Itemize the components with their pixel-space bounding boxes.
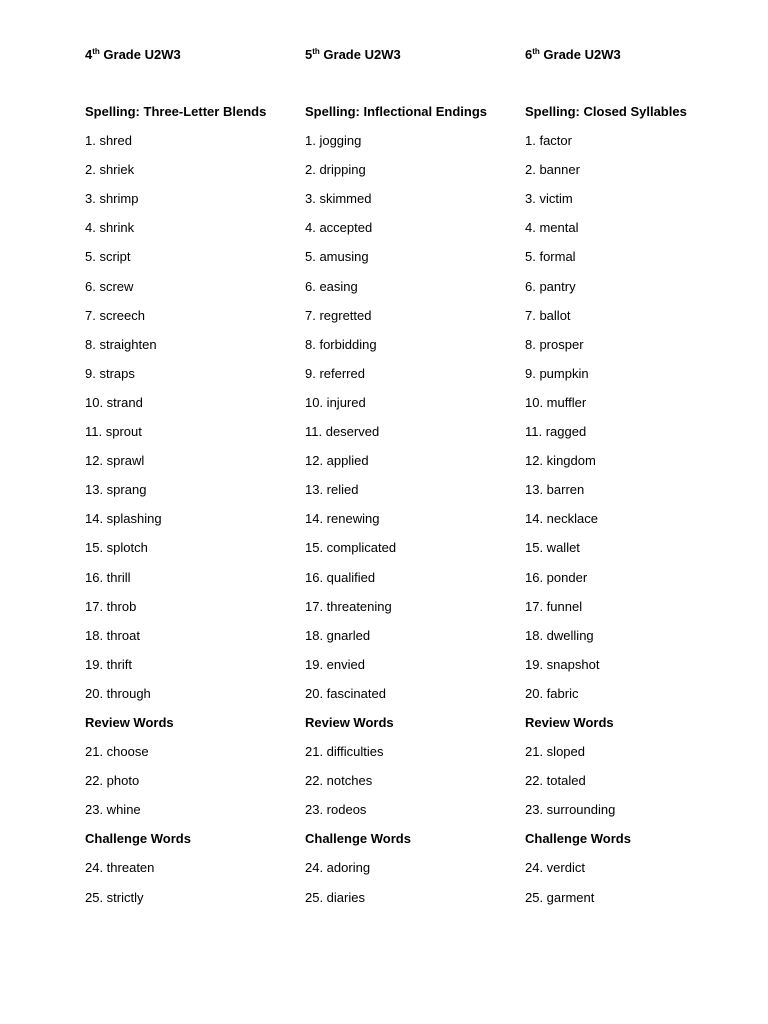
grade-number: 5 xyxy=(305,47,313,62)
spelling-word: 8. straighten xyxy=(85,336,157,352)
spelling-word: 10. strand xyxy=(85,394,143,410)
spelling-word: 6. screw xyxy=(85,278,134,294)
spelling-word: 9. pumpkin xyxy=(525,365,589,381)
spelling-word: 10. muffler xyxy=(525,394,587,410)
spelling-word: 8. forbidding xyxy=(305,336,377,352)
spelling-word: 3. victim xyxy=(525,191,573,207)
grade-5-word-list xyxy=(305,104,515,919)
spelling-word: 11. deserved xyxy=(305,424,380,440)
spelling-word: 25. diaries xyxy=(305,889,365,905)
spelling-word: 16. qualified xyxy=(305,569,376,585)
grade-6-heading xyxy=(525,46,735,64)
spelling-word: 18. dwelling xyxy=(525,627,594,643)
spelling-word: 2. banner xyxy=(525,162,580,178)
spelling-word: 22. photo xyxy=(85,773,140,789)
spelling-word: 21. sloped xyxy=(525,744,585,760)
spelling-word: 13. sprang xyxy=(85,482,147,498)
spelling-word: 25. strictly xyxy=(85,889,144,905)
grade-6-word-list xyxy=(525,104,735,919)
spelling-word: 4. mental xyxy=(525,220,579,236)
spelling-word: 23. surrounding xyxy=(525,802,616,818)
spelling-word: 14. necklace xyxy=(525,511,598,527)
spelling-word: 3. skimmed xyxy=(305,191,372,207)
section-heading: Review Words xyxy=(85,714,174,730)
grade-number: 6 xyxy=(525,47,533,62)
spelling-word: 12. applied xyxy=(305,453,369,469)
grade-title: Grade U2W3 xyxy=(539,47,621,62)
spelling-word: 14. renewing xyxy=(305,511,380,527)
spelling-word: 5. formal xyxy=(525,249,576,265)
spelling-word: 1. shred xyxy=(85,133,132,149)
spelling-word: 10. injured xyxy=(305,394,366,410)
spelling-word: 13. relied xyxy=(305,482,359,498)
spelling-word: 17. throb xyxy=(85,598,137,614)
section-heading: Challenge Words xyxy=(525,831,631,847)
section-heading: Review Words xyxy=(305,714,394,730)
grade-ordinal-suffix: th xyxy=(312,47,320,56)
grade-title: Grade U2W3 xyxy=(99,47,181,62)
grade-5-column xyxy=(305,46,515,919)
spelling-word: 6. easing xyxy=(305,278,358,294)
grade-4-word-list xyxy=(85,104,295,919)
section-heading: Spelling: Closed Syllables xyxy=(525,104,687,119)
spelling-word: 13. barren xyxy=(525,482,585,498)
spelling-word: 7. screech xyxy=(85,307,145,323)
section-heading: Challenge Words xyxy=(305,831,411,847)
grade-6-column xyxy=(525,46,735,919)
spelling-word: 17. threatening xyxy=(305,598,392,614)
grade-4-column xyxy=(85,46,295,919)
spelling-word: 9. referred xyxy=(305,365,365,381)
spelling-word: 7. regretted xyxy=(305,307,372,323)
spelling-word: 12. kingdom xyxy=(525,453,596,469)
spelling-word: 16. ponder xyxy=(525,569,588,585)
spelling-word: 15. complicated xyxy=(305,540,397,556)
spelling-word: 19. envied xyxy=(305,656,365,672)
spelling-word: 5. script xyxy=(85,249,131,265)
spelling-word: 20. fascinated xyxy=(305,685,386,701)
spelling-word: 15. splotch xyxy=(85,540,148,556)
spelling-word: 24. verdict xyxy=(525,860,585,876)
spelling-word: 20. through xyxy=(85,685,151,701)
spelling-word: 21. choose xyxy=(85,744,149,760)
grade-title: Grade U2W3 xyxy=(319,47,401,62)
spelling-word: 24. adoring xyxy=(305,860,371,876)
spelling-word: 18. throat xyxy=(85,627,140,643)
grade-4-heading xyxy=(85,46,295,64)
section-heading: Spelling: Inflectional Endings xyxy=(305,104,488,119)
spelling-word: 19. thrift xyxy=(85,656,132,672)
spelling-word: 9. straps xyxy=(85,365,135,381)
section-heading: Spelling: Three-Letter Blends xyxy=(85,104,267,119)
spelling-word: 23. whine xyxy=(85,802,141,818)
spelling-word: 1. factor xyxy=(525,133,572,149)
spelling-word: 2. dripping xyxy=(305,162,366,178)
spelling-word: 4. shrink xyxy=(85,220,135,236)
spelling-word: 11. sprout xyxy=(85,424,142,440)
spelling-word: 12. sprawl xyxy=(85,453,145,469)
spelling-word: 3. shrimp xyxy=(85,191,139,207)
spelling-word: 4. accepted xyxy=(305,220,373,236)
spelling-word: 14. splashing xyxy=(85,511,162,527)
grade-ordinal-suffix: th xyxy=(92,47,100,56)
grade-ordinal-suffix: th xyxy=(532,47,540,56)
spelling-word: 2. shriek xyxy=(85,162,135,178)
spelling-word: 24. threaten xyxy=(85,860,155,876)
spelling-word: 15. wallet xyxy=(525,540,580,556)
spelling-word: 20. fabric xyxy=(525,685,579,701)
spelling-word: 25. garment xyxy=(525,889,595,905)
spelling-word: 19. snapshot xyxy=(525,656,600,672)
spelling-word: 22. totaled xyxy=(525,773,586,789)
spelling-word: 17. funnel xyxy=(525,598,583,614)
spelling-word: 18. gnarled xyxy=(305,627,371,643)
spelling-word: 1. jogging xyxy=(305,133,362,149)
spelling-word: 7. ballot xyxy=(525,307,571,323)
spelling-word: 5. amusing xyxy=(305,249,369,265)
spelling-word: 21. difficulties xyxy=(305,744,384,760)
grade-5-heading xyxy=(305,46,515,64)
spelling-word: 6. pantry xyxy=(525,278,576,294)
spelling-word: 23. rodeos xyxy=(305,802,367,818)
section-heading: Review Words xyxy=(525,714,614,730)
spelling-word: 11. ragged xyxy=(525,424,587,440)
spelling-word: 8. prosper xyxy=(525,336,584,352)
section-heading: Challenge Words xyxy=(85,831,191,847)
grade-number: 4 xyxy=(85,47,93,62)
spelling-word: 22. notches xyxy=(305,773,373,789)
spelling-word: 16. thrill xyxy=(85,569,131,585)
